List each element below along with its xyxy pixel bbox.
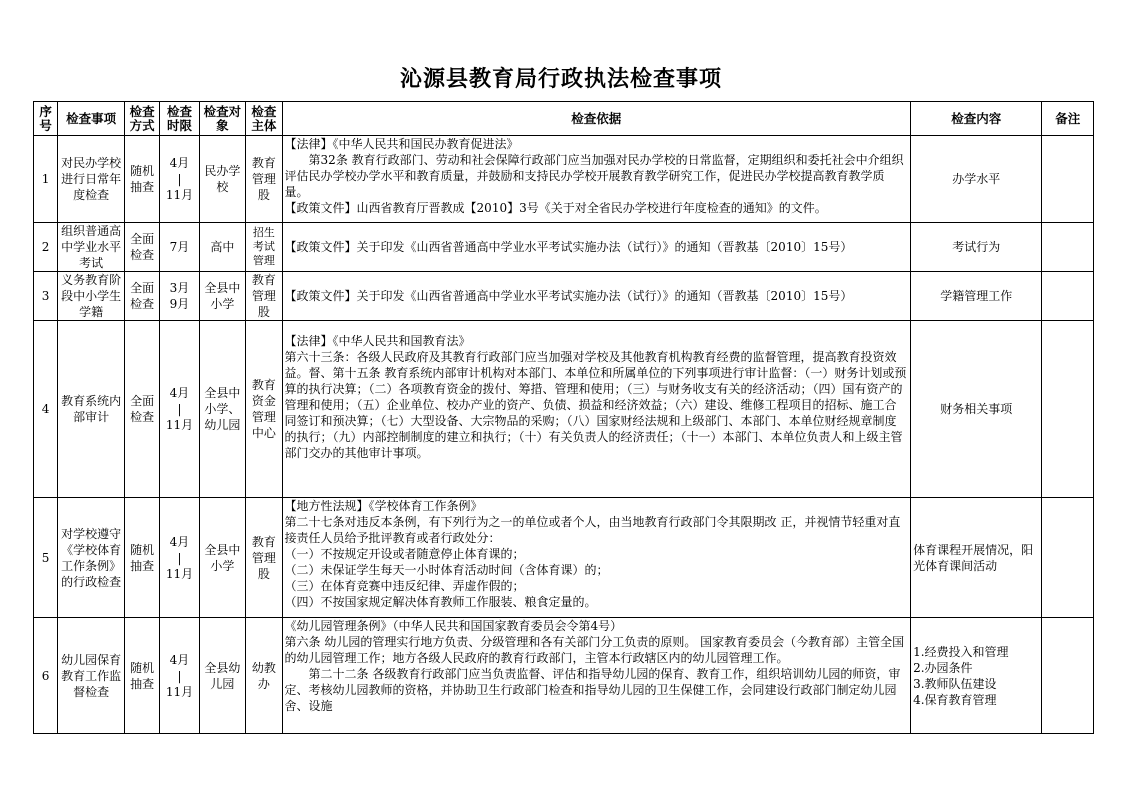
cell-remark — [1042, 498, 1094, 618]
table-row — [34, 272, 1094, 321]
header-content: 检查内容 — [911, 102, 1042, 136]
basis-line: （一）不按规定开设或者随意停止体育课的； — [284, 547, 525, 561]
cell-basis — [282, 498, 911, 618]
cell-no: 2 — [34, 223, 58, 272]
cell-item: 对民办学校进行日常年度检查 — [58, 136, 125, 223]
cell-remark — [1042, 272, 1094, 321]
cell-content: 考试行为 — [911, 223, 1042, 272]
basis-line: 【政策文件】关于印发《山西省普通高中学业水平考试实施办法（试行）》的通知（晋教基〔2010〕15号） — [284, 240, 853, 254]
header-item: 检查事项 — [58, 102, 125, 136]
header-row — [34, 102, 1094, 136]
cell-period: 4月 | 11月 — [160, 136, 199, 223]
cell-method: 随机抽查 — [124, 498, 159, 618]
cell-target: 全县中小学 — [199, 498, 245, 618]
cell-content: 财务相关事项 — [911, 321, 1042, 498]
cell-method: 全面检查 — [124, 223, 159, 272]
cell-target: 高中 — [199, 223, 245, 272]
cell-item: 组织普通高中学业水平考试 — [58, 223, 125, 272]
cell-content: 体育课程开展情况，阳光体育课间活动 — [911, 498, 1042, 618]
basis-line: 第六条 幼儿园的管理实行地方负责、分级管理和各有关部门分工负责的原则。 国家教育委员会（今教育部）主管全国的幼儿园管理工作；地方各级人民政府的教育行政部门，主管本行政辖区内的幼儿园管理工作。 — [284, 635, 905, 665]
basis-line: （四）不按国家规定解决体育教师工作服装、粮食定量的。 — [284, 595, 597, 609]
cell-no: 1 — [34, 136, 58, 223]
cell-item: 义务教育阶段中小学生学籍 — [58, 272, 125, 321]
header-method: 检查方式 — [124, 102, 159, 136]
header-period: 检查时限 — [160, 102, 199, 136]
header-subject: 检查主体 — [246, 102, 282, 136]
basis-line: 【法律】《中华人民共和国民办教育促进法》 — [284, 137, 519, 151]
cell-method: 随机抽查 — [124, 618, 159, 734]
header-no: 序号 — [34, 102, 58, 136]
cell-no: 6 — [34, 618, 58, 734]
basis-line: 第二十七条对违反本条例，有下列行为之一的单位或者个人，由当地教育行政部门令其限期改 正，并视情节轻重对直接责任人员给予批评教育或者行政处分： — [284, 515, 901, 545]
basis-line: 【政策文件】山西省教育厅晋教成【2010】3号《关于对全省民办学校进行年度检查的通知》的文件。 — [284, 201, 827, 215]
basis-line: 【法律】《中华人民共和国教育法》 — [284, 334, 471, 348]
cell-period: 4月 | 11月 — [160, 321, 199, 498]
cell-target: 全县中小学、幼儿园 — [199, 321, 245, 498]
cell-period: 3月 9月 — [160, 272, 199, 321]
cell-no: 3 — [34, 272, 58, 321]
cell-basis — [282, 321, 911, 498]
basis-line: （二）未保证学生每天一小时体育活动时间（含体育课）的； — [284, 563, 609, 577]
basis-line: 《幼儿园管理条例》（中华人民共和国国家教育委员会令第4号） — [284, 619, 623, 633]
cell-subject: 教育资金管理中心 — [246, 321, 282, 498]
cell-item: 对学校遵守《学校体育工作条例》的行政检查 — [58, 498, 125, 618]
cell-remark — [1042, 321, 1094, 498]
cell-basis — [282, 136, 911, 223]
header-target: 检查对象 — [199, 102, 245, 136]
cell-remark — [1042, 136, 1094, 223]
cell-method: 全面检查 — [124, 321, 159, 498]
cell-basis — [282, 618, 911, 734]
cell-target: 民办学校 — [199, 136, 245, 223]
basis-line: 第二十二条 各级教育行政部门应当负责监督、评估和指导幼儿园的保育、教育工作，组织培训幼儿园的师资，审定、考核幼儿园教师的资格，并协助卫生行政部门检查和指导幼儿园的卫生保健工作，会同建设行政部门制定幼儿园舍、设施 — [284, 667, 901, 713]
page-title: 沁源县教育局行政执法检查事项 — [399, 66, 722, 92]
basis-line: （三）在体育竞赛中违反纪律、弄虚作假的； — [284, 579, 525, 593]
basis-line: 第32条 教育行政部门、劳动和社会保障行政部门应当加强对民办学校的日常监督，定期组织和委托社会中介组织评估民办学校办学水平和教育质量，并鼓励和支持民办学校开展教育教学研究工作，促进民办学校提高教育教学质量。 — [284, 153, 904, 199]
table-row — [34, 498, 1094, 618]
cell-period: 7月 — [160, 223, 199, 272]
table-row — [34, 618, 1094, 734]
cell-no: 4 — [34, 321, 58, 498]
cell-period: 4月 | 11月 — [160, 618, 199, 734]
cell-remark — [1042, 618, 1094, 734]
cell-no: 5 — [34, 498, 58, 618]
header-remark: 备注 — [1042, 102, 1094, 136]
cell-period: 4月 | 11月 — [160, 498, 199, 618]
cell-subject: 幼教办 — [246, 618, 282, 734]
table-row — [34, 321, 1094, 498]
cell-content: 学籍管理工作 — [911, 272, 1042, 321]
cell-basis — [282, 223, 911, 272]
cell-subject: 教育管理股 — [246, 498, 282, 618]
cell-method: 随机抽查 — [124, 136, 159, 223]
basis-line: 【地方性法规】《学校体育工作条例》 — [284, 499, 483, 513]
table-row — [34, 223, 1094, 272]
cell-method: 全面检查 — [124, 272, 159, 321]
cell-subject: 招生考试管理 — [246, 223, 282, 272]
cell-subject: 教育管理股 — [246, 272, 282, 321]
cell-basis — [282, 272, 911, 321]
basis-line: 【政策文件】关于印发《山西省普通高中学业水平考试实施办法（试行）》的通知（晋教基〔2010〕15号） — [284, 289, 853, 303]
cell-target: 全县幼儿园 — [199, 618, 245, 734]
table-row — [34, 136, 1094, 223]
header-basis: 检查依据 — [282, 102, 911, 136]
cell-content: 1.经费投入和管理 2.办园条件 3.教师队伍建设 4.保育教育管理 — [911, 618, 1042, 734]
cell-item: 教育系统内部审计 — [58, 321, 125, 498]
cell-remark — [1042, 223, 1094, 272]
basis-line: 第六十三条：各级人民政府及其教育行政部门应当加强对学校及其他教育机构教育经费的监督管理，提高教育投资效益。督、第十五条 教育系统内部审计机构对本部门、本单位和所属单位的下列事项进行审计监督：（一）财务计划或预算的执行决算；（二）各项教育资金的拨付、筹措、管理和使用；（三）与财务收支有关的经济活动；（四）国有资产的管理和使用；（五）企业单位、校办产业的资产、负债、损益和经济效益；（六）建设、维修工程项目的招标、施工合同签订和预决算；（七）大型设备、大宗物品的采购；（八）国家财经法规和上级部门、本部门、本单位财经规章制度的执行；（九）内部控制制度的建立和执行；（十）有关负责人的经济责任；（十一）本部门、本单位负责人和上级主管部门交办的其他审计事项。 — [284, 350, 907, 460]
cell-subject: 教育管理股 — [246, 136, 282, 223]
cell-target: 全县中小学 — [199, 272, 245, 321]
cell-item: 幼儿园保育教育工作监督检查 — [58, 618, 125, 734]
inspection-table — [33, 101, 1094, 734]
cell-content: 办学水平 — [911, 136, 1042, 223]
